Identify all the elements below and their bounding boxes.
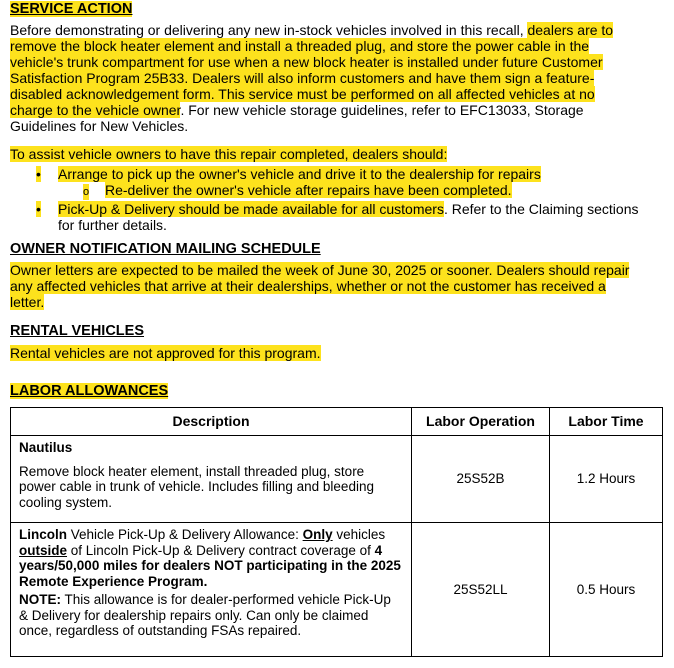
highlighted-text: vehicle's trunk compartment for use when a new block heater is installed under future Customer <box>10 54 603 70</box>
highlighted-text: letter. <box>10 294 45 310</box>
para-line <box>10 102 660 118</box>
rental-paragraph <box>10 345 660 361</box>
bullet-text: Arrange to pick up the owner's vehicle and drive it to the dealership for repairs <box>58 166 541 182</box>
table-header-row <box>11 408 663 436</box>
para-line <box>10 118 660 134</box>
assist-text: To assist vehicle owners to have this repair completed, dealers should: <box>10 146 448 162</box>
plain-text: This allowance is for dealer-performed vehicle Pick-Up & Delivery for dealership repairs only. Can only be claimed once, regardless of outstanding FSAs repaired. <box>19 592 391 638</box>
row-labor-operation: 25S52LL <box>412 523 550 657</box>
para-line <box>10 86 660 102</box>
row-description <box>11 523 412 657</box>
plain-text: Guidelines for New Vehicles. <box>10 118 189 134</box>
service-action-paragraph <box>10 22 660 134</box>
plain-text: Vehicle Pick-Up & Delivery Allowance: <box>67 527 303 542</box>
header-description: Description <box>11 408 412 436</box>
header-labor-operation: Labor Operation <box>412 408 550 436</box>
emphasis-text: outside <box>19 542 68 558</box>
bullet-text <box>58 201 658 233</box>
plain-text: of Lincoln Pick-Up & Delivery contract coverage of <box>67 542 375 558</box>
circle-bullet-icon: o <box>83 186 90 198</box>
rental-vehicles-heading <box>10 323 144 339</box>
highlighted-text: Owner letters are expected to be mailed the week of June 30, 2025 or sooner. Dealers should repair <box>10 262 630 278</box>
table-row <box>11 523 663 657</box>
table-row <box>11 436 663 523</box>
plain-text: . For new vehicle storage guidelines, refer to EFC13033, Storage <box>180 102 584 118</box>
plain-text: vehicles <box>332 527 386 542</box>
plain-text: Before demonstrating or delivering any new in-stock vehicles involved in this recall, <box>10 22 528 38</box>
service-action-heading <box>10 1 132 17</box>
bullet-icon: • <box>36 201 41 217</box>
labor-heading-text: LABOR ALLOWANCES <box>10 383 169 399</box>
labor-allowances-heading <box>10 383 168 399</box>
row-labor-operation: 25S52B <box>412 436 550 523</box>
para-line <box>10 262 660 278</box>
rental-heading-text: RENTAL VEHICLES <box>10 323 145 339</box>
owner-notification-paragraph <box>10 262 660 310</box>
plain-text: for further details. <box>58 217 167 233</box>
para-line <box>10 294 660 310</box>
assist-paragraph <box>10 146 660 162</box>
para-line <box>10 70 660 86</box>
para-line <box>10 22 660 38</box>
emphasis-text: Only <box>302 527 333 542</box>
highlighted-text: remove the block heater element and install a threaded plug, and store the power cable in the <box>10 38 590 54</box>
para-line <box>10 54 660 70</box>
labor-table <box>10 407 663 657</box>
highlighted-text: dealers are to <box>527 22 614 38</box>
bold-text: 4 years/50,000 miles for dealers NOT participating in the 2025 Remote Experience Program. <box>19 542 401 589</box>
bullet-icon: • <box>36 166 41 182</box>
row-desc-text: Remove block heater element, install threaded plug, store power cable in trunk of vehicle. Includes filling and bleeding cooling system. <box>19 463 374 510</box>
para-line <box>10 38 660 54</box>
highlighted-text: disabled acknowledgement form. This service must be performed on all affected vehicles at no <box>10 86 595 102</box>
row-labor-time: 0.5 Hours <box>550 523 663 657</box>
service-action-heading-text: SERVICE ACTION <box>10 1 133 17</box>
row-description <box>11 436 412 523</box>
sub-bullet-text: Re-deliver the owner's vehicle after repairs have been completed. <box>105 182 512 198</box>
rental-text: Rental vehicles are not approved for this program. <box>10 345 321 361</box>
owner-notification-heading-text: OWNER NOTIFICATION MAILING SCHEDULE <box>10 241 321 257</box>
highlighted-text: Satisfaction Program 25B33. Dealers will also inform customers and have them sign a feature- <box>10 70 595 86</box>
highlighted-text: any affected vehicles that arrive at their dealerships, whether or not the customer has received a <box>10 278 606 294</box>
owner-notification-heading <box>10 241 321 257</box>
note-text <box>19 592 403 639</box>
note-label: NOTE: <box>19 592 61 607</box>
highlighted-text: charge to the vehicle owner <box>10 102 181 118</box>
row-desc-text <box>19 527 403 589</box>
plain-text: . Refer to the Claiming sections <box>443 201 639 217</box>
row-title: Nautilus <box>19 440 73 455</box>
header-labor-time: Labor Time <box>550 408 663 436</box>
row-labor-time: 1.2 Hours <box>550 436 663 523</box>
para-line <box>10 278 660 294</box>
highlighted-text: Pick-Up & Delivery should be made available for all customers <box>58 201 444 217</box>
brand-text: Lincoln <box>19 527 67 542</box>
